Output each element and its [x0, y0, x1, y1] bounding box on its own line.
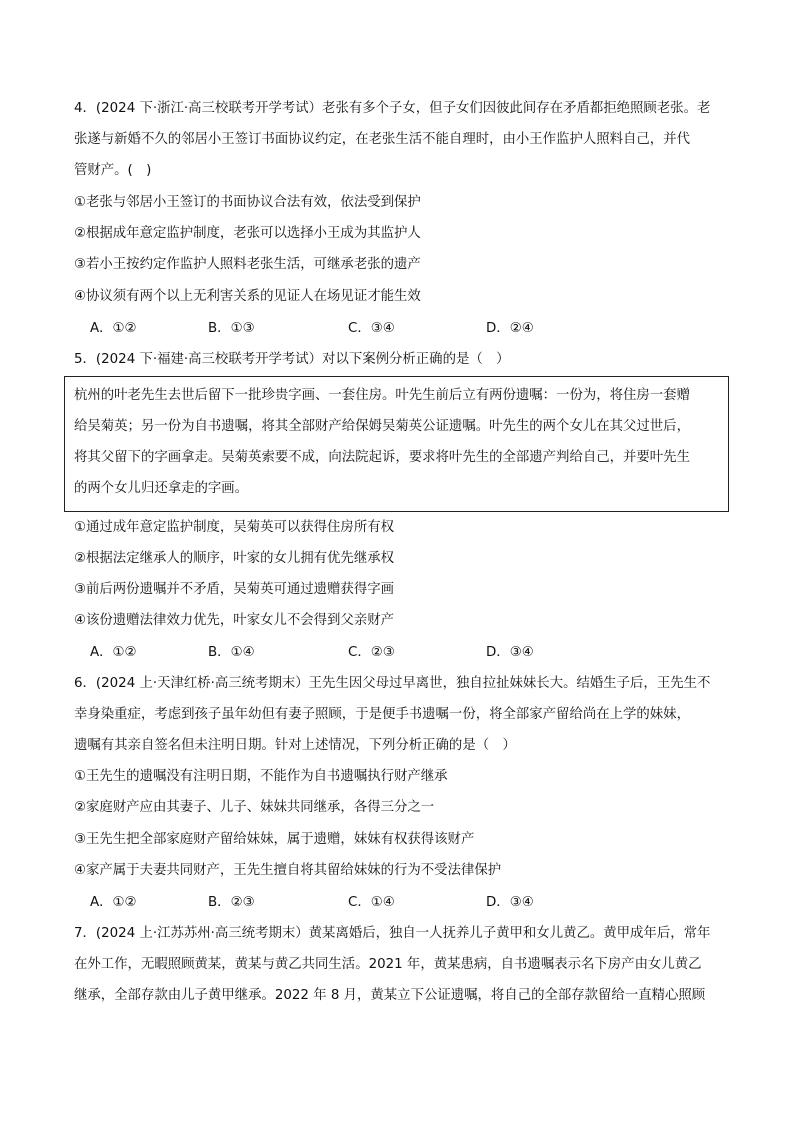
option-a[interactable]: A．①②: [90, 645, 137, 660]
case-line-3: 将其父留下的字画拿走。吴菊英索要不成，向法院起诉，要求将叶先生的全部遗产判给自己，并要叶先生: [74, 450, 690, 465]
question-6-statement-4: ④家产属于夫妻共同财产，王先生擅自将其留给妹妹的行为不受法律保护: [74, 863, 502, 878]
case-line-2: 给吴菊英；另一份为自书遗嘱，将其全部财产给保姆吴菊英公证遗嘱。叶先生的两个女儿在其父过世后，: [74, 419, 690, 434]
question-4-stem-line-2: 张遂与新婚不久的邻居小王签订书面协议约定，在老张生活不能自理时，由小王作监护人照料自己，并代: [74, 132, 690, 147]
option-c[interactable]: C．①④: [348, 895, 395, 910]
option-d[interactable]: D．③④: [486, 895, 534, 910]
option-d[interactable]: D．③④: [486, 645, 534, 660]
question-6-statement-3: ③王先生把全部家庭财产留给妹妹，属于遗赠，妹妹有权获得该财产: [74, 832, 475, 847]
option-c[interactable]: C．②③: [348, 645, 395, 660]
option-b[interactable]: B．②③: [208, 895, 255, 910]
question-7-stem-line-1: 7．(2024 上·江苏苏州·高三统考期末）黄某离婚后，独自一人抚养儿子黄甲和女儿黄乙。黄甲成年后，常年: [74, 926, 711, 941]
option-b[interactable]: B．①④: [208, 645, 255, 660]
question-4-statement-4: ④协议须有两个以上无利害关系的见证人在场见证才能生效: [74, 289, 421, 304]
question-4-statement-3: ③若小王按约定作监护人照料老张生活，可继承老张的遗产: [74, 257, 421, 272]
case-line-1: 杭州的叶老先生去世后留下一批珍贵字画、一套住房。叶先生前后立有两份遗嘱：一份为，将住房一套赠: [74, 388, 690, 403]
option-a[interactable]: A．①②: [90, 895, 137, 910]
question-6-statement-2: ②家庭财产应由其妻子、儿子、妹妹共同继承，各得三分之一: [74, 800, 435, 815]
option-a[interactable]: A．①②: [90, 321, 137, 336]
option-d[interactable]: D．②④: [486, 321, 534, 336]
question-6-stem-line-2: 幸身染重症，考虑到孩子虽年幼但有妻子照顾，于是便手书遗嘱一份，将全部家产留给尚在上学的妹妹，: [74, 707, 690, 722]
question-4-stem-line-3: 管财产。( ): [74, 163, 152, 178]
question-4-statement-1: ①老张与邻居小王签订的书面协议合法有效，依法受到保护: [74, 195, 421, 210]
question-6-statement-1: ①王先生的遗嘱没有注明日期，不能作为自书遗嘱执行财产继承: [74, 769, 448, 784]
question-5-statement-3: ③前后两份遗嘱并不矛盾，吴菊英可通过遗赠获得字画: [74, 582, 394, 597]
question-5-stem-line-1: 5．(2024 下·福建·高三校联考开学考试）对以下案例分析正确的是（ ）: [74, 352, 510, 367]
question-6-stem-line-1: 6．(2024 上·天津红桥·高三统考期末）王先生因父母过早离世，独自拉扯妹妹长大。结婚生子后，王先生不: [74, 676, 711, 691]
question-5-statement-2: ②根据法定继承人的顺序，叶家的女儿拥有优先继承权: [74, 551, 394, 566]
case-material-box: [64, 376, 729, 512]
question-6-stem-line-3: 遗嘱有其亲自签名但未注明日期。针对上述情况，下列分析正确的是（ ）: [74, 738, 516, 753]
question-4-stem-line-1: 4．(2024 下·浙江·高三校联考开学考试）老张有多个子女，但子女们因彼此间存在矛盾都拒绝照顾老张。老: [74, 101, 711, 116]
case-line-4: 的两个女儿归还拿走的字画。: [74, 481, 249, 496]
question-4-statement-2: ②根据成年意定监护制度，老张可以选择小王成为其监护人: [74, 226, 421, 241]
question-5-statement-1: ①通过成年意定监护制度，吴菊英可以获得住房所有权: [74, 520, 394, 535]
question-7-stem-line-3: 继承，全部存款由儿子黄甲继承。2022 年 8 月，黄某立下公证遗嘱，将自己的全部存款留给一直精心照顾: [74, 988, 706, 1003]
question-7-stem-line-2: 在外工作，无暇照顾黄某，黄某与黄乙共同生活。2021 年，黄某患病，自书遗嘱表示名下房产由女儿黄乙: [74, 957, 702, 972]
option-b[interactable]: B．①③: [208, 321, 255, 336]
question-5-statement-4: ④该份遗赠法律效力优先，叶家女儿不会得到父亲财产: [74, 613, 394, 628]
option-c[interactable]: C．③④: [348, 321, 395, 336]
